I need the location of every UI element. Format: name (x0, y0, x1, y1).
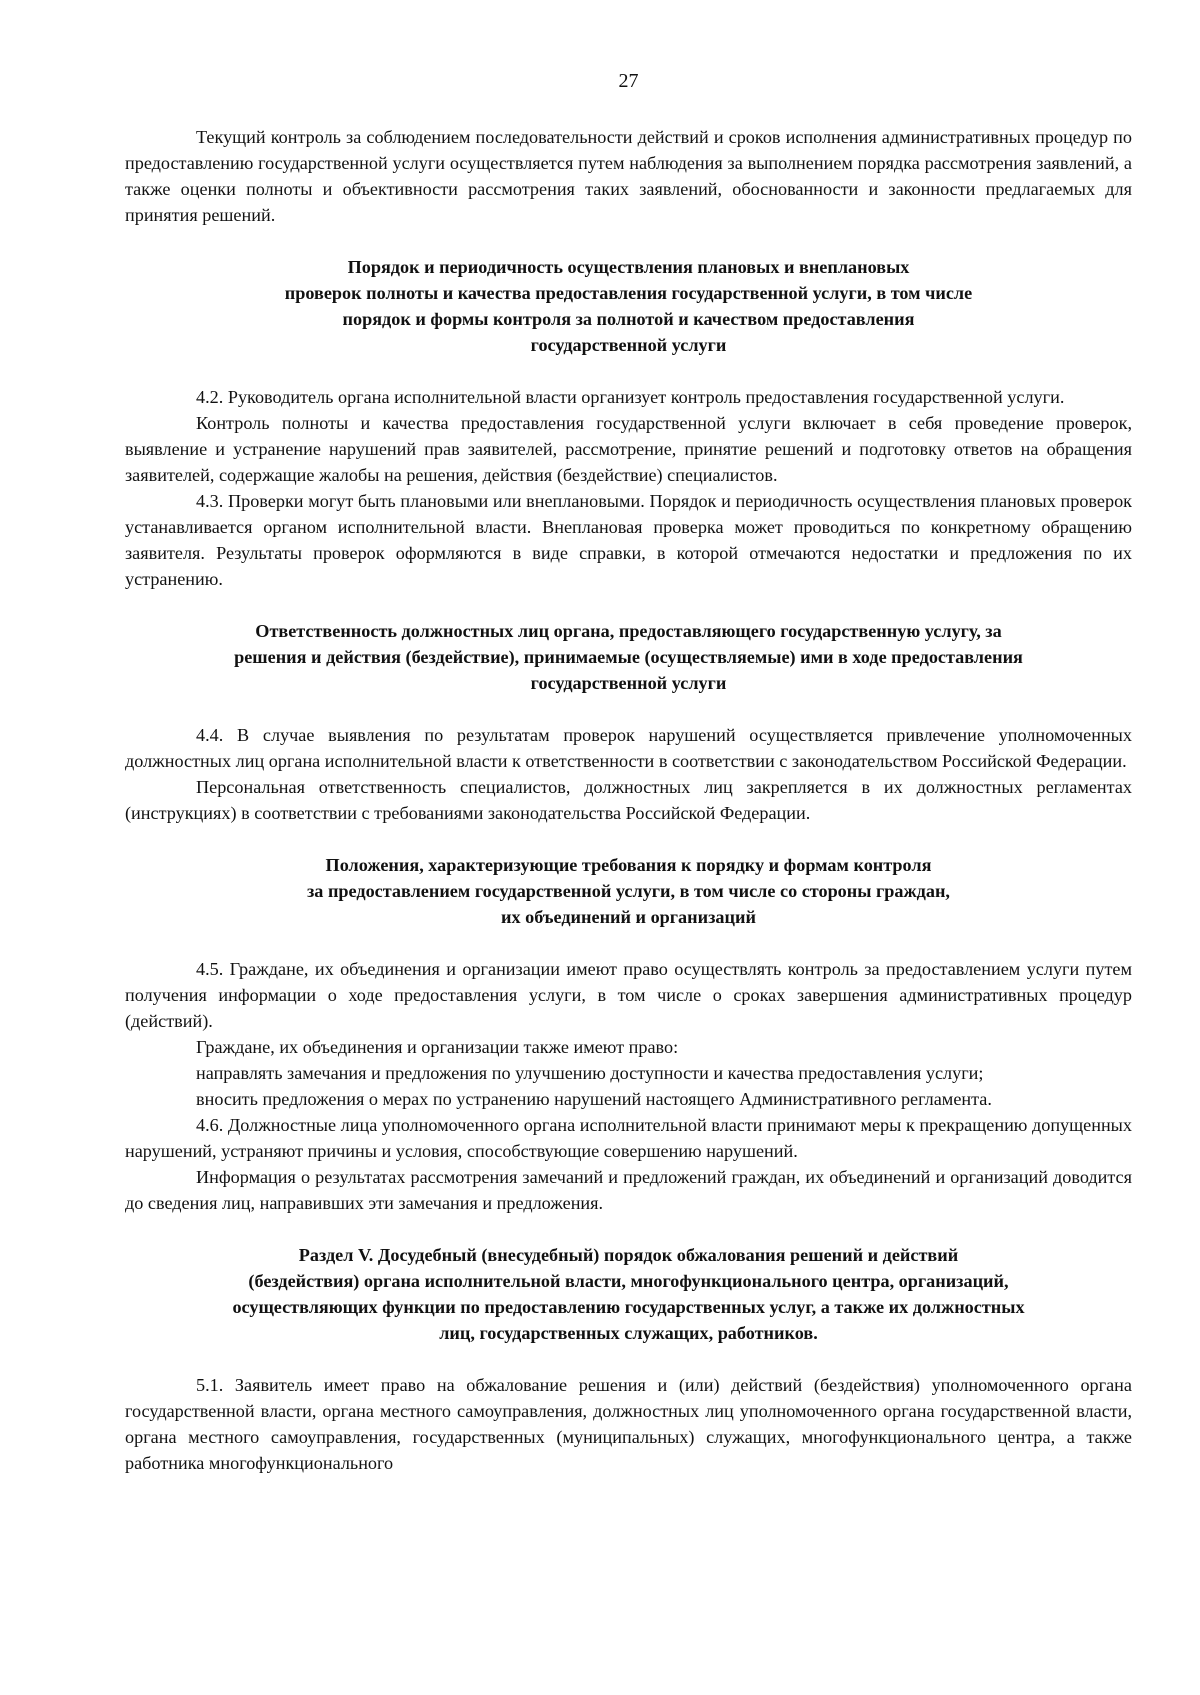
paragraph-4-6: 4.6. Должностные лица уполномоченного органа исполнительной власти принимают меры к прекращению допущенных нарушений, устраняют причины и условия, способствующие совершению нарушений. (125, 1115, 1132, 1161)
heading-line: (бездействия) органа исполнительной власти, многофункционального центра, организаций, (248, 1271, 1009, 1291)
heading-line: решения и действия (бездействие), принимаемые (осуществляемые) ими в ходе предоставления (234, 647, 1023, 667)
paragraph-4-5: 4.5. Граждане, их объединения и организации имеют право осуществлять контроль за предоставлением услуги путем получения информации о ходе предоставления услуги, в том числе о сроках завершения административных процедур (действий). (125, 959, 1132, 1031)
paragraph-rights-intro: Граждане, их объединения и организации также имеют право: (196, 1037, 679, 1057)
heading-line: их объединений и организаций (501, 907, 756, 927)
paragraph-4-4: 4.4. В случае выявления по результатам проверок нарушений осуществляется привлечение уполномоченных должностных лиц органа исполнительной власти к ответственности в соответствии с законодательством Российской Федерации. (125, 725, 1132, 771)
page-number: 27 (618, 70, 639, 92)
heading-line: государственной услуги (530, 673, 727, 693)
paragraph-right-proposals: вносить предложения о мерах по устранению нарушений настоящего Административного регламента. (196, 1089, 992, 1109)
heading-line: лиц, государственных служащих, работников. (439, 1323, 818, 1343)
heading-line: проверок полноты и качества предоставления государственной услуги, в том числе (284, 283, 973, 303)
intro-paragraph: Текущий контроль за соблюдением последовательности действий и сроков исполнения административных процедур по предоставлению государственной услуги осуществляется путем наблюдения за выполнением порядка рассмотрения заявлений, а также оценки полноты и объективности рассмотрения таких заявлений, обоснованности и законности предлагаемых для принятия решений. (125, 127, 1132, 225)
heading-line: осуществляющих функции по предоставлению государственных услуг, а также их должностных (232, 1297, 1025, 1317)
heading-line: Положения, характеризующие требования к порядку и формам контроля (325, 855, 932, 875)
paragraph-personal-responsibility: Персональная ответственность специалистов, должностных лиц закрепляется в их должностных регламентах (инструкциях) в соответствии с требованиями законодательства Российской Федерации. (125, 777, 1132, 823)
section-heading-inspections (125, 254, 1132, 358)
paragraph-control-scope: Контроль полноты и качества предоставления государственной услуги включает в себя проведение проверок, выявление и устранение нарушений прав заявителей, рассмотрение, принятие решений и подготовку ответов на обращения заявителей, содержащие жалобы на решения, действия (бездействие) специалистов. (125, 413, 1132, 485)
paragraph-5-1: 5.1. Заявитель имеет право на обжалование решения и (или) действий (бездействия) уполномоченного органа государственной власти, органа местного самоуправления, должностных лиц уполномоченного органа государственной власти, органа местного самоуправления, государственных (муниципальных) служащих, многофункционального центра, а также работника многофункционального (125, 1375, 1132, 1473)
section-heading-control-requirements (125, 852, 1132, 930)
paragraph-4-3: 4.3. Проверки могут быть плановыми или внеплановыми. Порядок и периодичность осуществления плановых проверок устанавливается органом исполнительной власти. Внеплановая проверка может проводиться по конкретному обращению заявителя. Результаты проверок оформляются в виде справки, в которой отмечаются недостатки и предложения по их устранению. (125, 491, 1132, 589)
heading-line: Раздел V. Досудебный (внесудебный) порядок обжалования решений и действий (298, 1245, 959, 1265)
heading-line: за предоставлением государственной услуги, в том числе со стороны граждан, (307, 881, 950, 901)
heading-line: Порядок и периодичность осуществления плановых и внеплановых (347, 257, 910, 277)
heading-line: Ответственность должностных лиц органа, предоставляющего государственную услугу, за (255, 621, 1002, 641)
paragraph-results-info: Информация о результатах рассмотрения замечаний и предложений граждан, их объединений и организаций доводится до сведения лиц, направивших эти замечания и предложения. (125, 1167, 1132, 1213)
heading-line: порядок и формы контроля за полнотой и качеством предоставления (342, 309, 915, 329)
document-body (125, 124, 1132, 1476)
paragraph-right-remarks: направлять замечания и предложения по улучшению доступности и качества предоставления услуги; (196, 1063, 984, 1083)
paragraph-4-2: 4.2. Руководитель органа исполнительной власти организует контроль предоставления государственной услуги. (196, 387, 1065, 407)
heading-line: государственной услуги (530, 335, 727, 355)
section-heading-appeal (125, 1242, 1132, 1346)
section-heading-responsibility (125, 618, 1132, 696)
